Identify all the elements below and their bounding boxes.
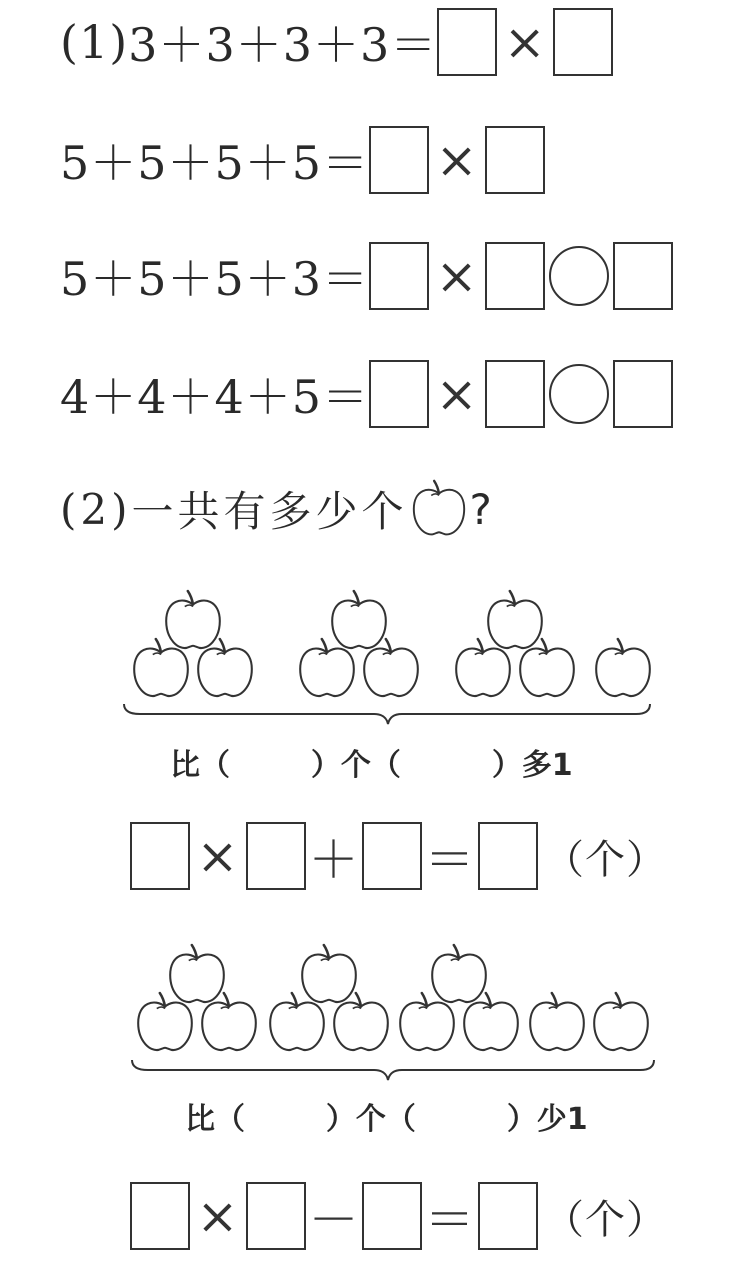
answer-box[interactable] xyxy=(130,1182,190,1250)
eq-4-expr: 4＋4＋4＋5＝ xyxy=(60,370,370,424)
apple-pile-3 xyxy=(400,945,518,1050)
times-sign: × xyxy=(503,13,547,71)
times-sign: × xyxy=(435,131,479,189)
eq-1-expr: 3＋3＋3＋3＝ xyxy=(128,18,438,72)
answer-box[interactable] xyxy=(130,822,190,890)
eq-row-3 xyxy=(60,242,673,310)
apple-equation-2 xyxy=(130,1180,667,1252)
part2-question xyxy=(60,478,496,540)
apple-icon xyxy=(408,478,470,540)
operator-circle[interactable] xyxy=(549,364,609,424)
caption-2-a: 比（ xyxy=(185,1102,245,1137)
answer-box[interactable] xyxy=(362,1182,422,1250)
part2-label: (2) xyxy=(60,484,132,534)
apple-extra xyxy=(596,639,650,696)
question-mark: ? xyxy=(469,484,496,534)
answer-box[interactable] xyxy=(246,822,306,890)
answer-box[interactable] xyxy=(369,126,429,194)
caption-1-a: 比（ xyxy=(170,748,230,783)
answer-box[interactable] xyxy=(485,360,545,428)
answer-box[interactable] xyxy=(478,822,538,890)
times-sign: × xyxy=(435,247,479,305)
answer-box[interactable] xyxy=(613,360,673,428)
equals-sign: ＝ xyxy=(424,831,476,889)
answer-box[interactable] xyxy=(485,242,545,310)
eq-3-expr: 5＋5＋5＋3＝ xyxy=(60,252,370,306)
brace xyxy=(124,704,650,724)
answer-box[interactable] xyxy=(553,8,613,76)
caption-1 xyxy=(170,740,573,784)
answer-box[interactable] xyxy=(437,8,497,76)
apple-group-1 xyxy=(0,580,756,730)
eq-2-expr: 5＋5＋5＋5＝ xyxy=(60,136,370,190)
apple-group-2 xyxy=(0,940,756,1090)
answer-box[interactable] xyxy=(246,1182,306,1250)
eq-row-2 xyxy=(60,126,545,194)
unit-label: （个） xyxy=(544,836,667,883)
apple-pile-1 xyxy=(134,591,252,696)
answer-box[interactable] xyxy=(369,242,429,310)
brace xyxy=(132,1060,654,1080)
eq-row-4 xyxy=(60,360,673,428)
apple-equation-1 xyxy=(130,820,667,892)
operator-circle[interactable] xyxy=(549,246,609,306)
apple-pile-1 xyxy=(138,945,256,1050)
answer-box[interactable] xyxy=(613,242,673,310)
caption-2-c: ）少1 xyxy=(506,1102,588,1137)
caption-2 xyxy=(185,1094,588,1138)
answer-box[interactable] xyxy=(362,822,422,890)
answer-box[interactable] xyxy=(478,1182,538,1250)
times-sign: × xyxy=(196,1187,240,1245)
minus-sign: － xyxy=(308,1191,360,1249)
caption-1-c: ）多1 xyxy=(491,748,573,783)
unit-label: （个） xyxy=(544,1196,667,1243)
question-text: 一共有多少个 xyxy=(131,487,408,536)
equals-sign: ＝ xyxy=(424,1191,476,1249)
apple-extra xyxy=(594,993,648,1050)
times-sign: × xyxy=(435,365,479,423)
answer-box[interactable] xyxy=(485,126,545,194)
times-sign: × xyxy=(196,827,240,885)
answer-box[interactable] xyxy=(369,360,429,428)
eq-row-1 xyxy=(60,8,613,76)
plus-sign: ＋ xyxy=(308,831,360,889)
apple-pile-3 xyxy=(456,591,574,696)
apple-pile-2 xyxy=(300,591,418,696)
caption-1-b: ）个（ xyxy=(310,748,401,783)
apple-pile-2 xyxy=(270,945,388,1050)
part1-label: (1) xyxy=(60,15,129,69)
apple-extra xyxy=(530,993,584,1050)
caption-2-b: ）个（ xyxy=(325,1102,416,1137)
